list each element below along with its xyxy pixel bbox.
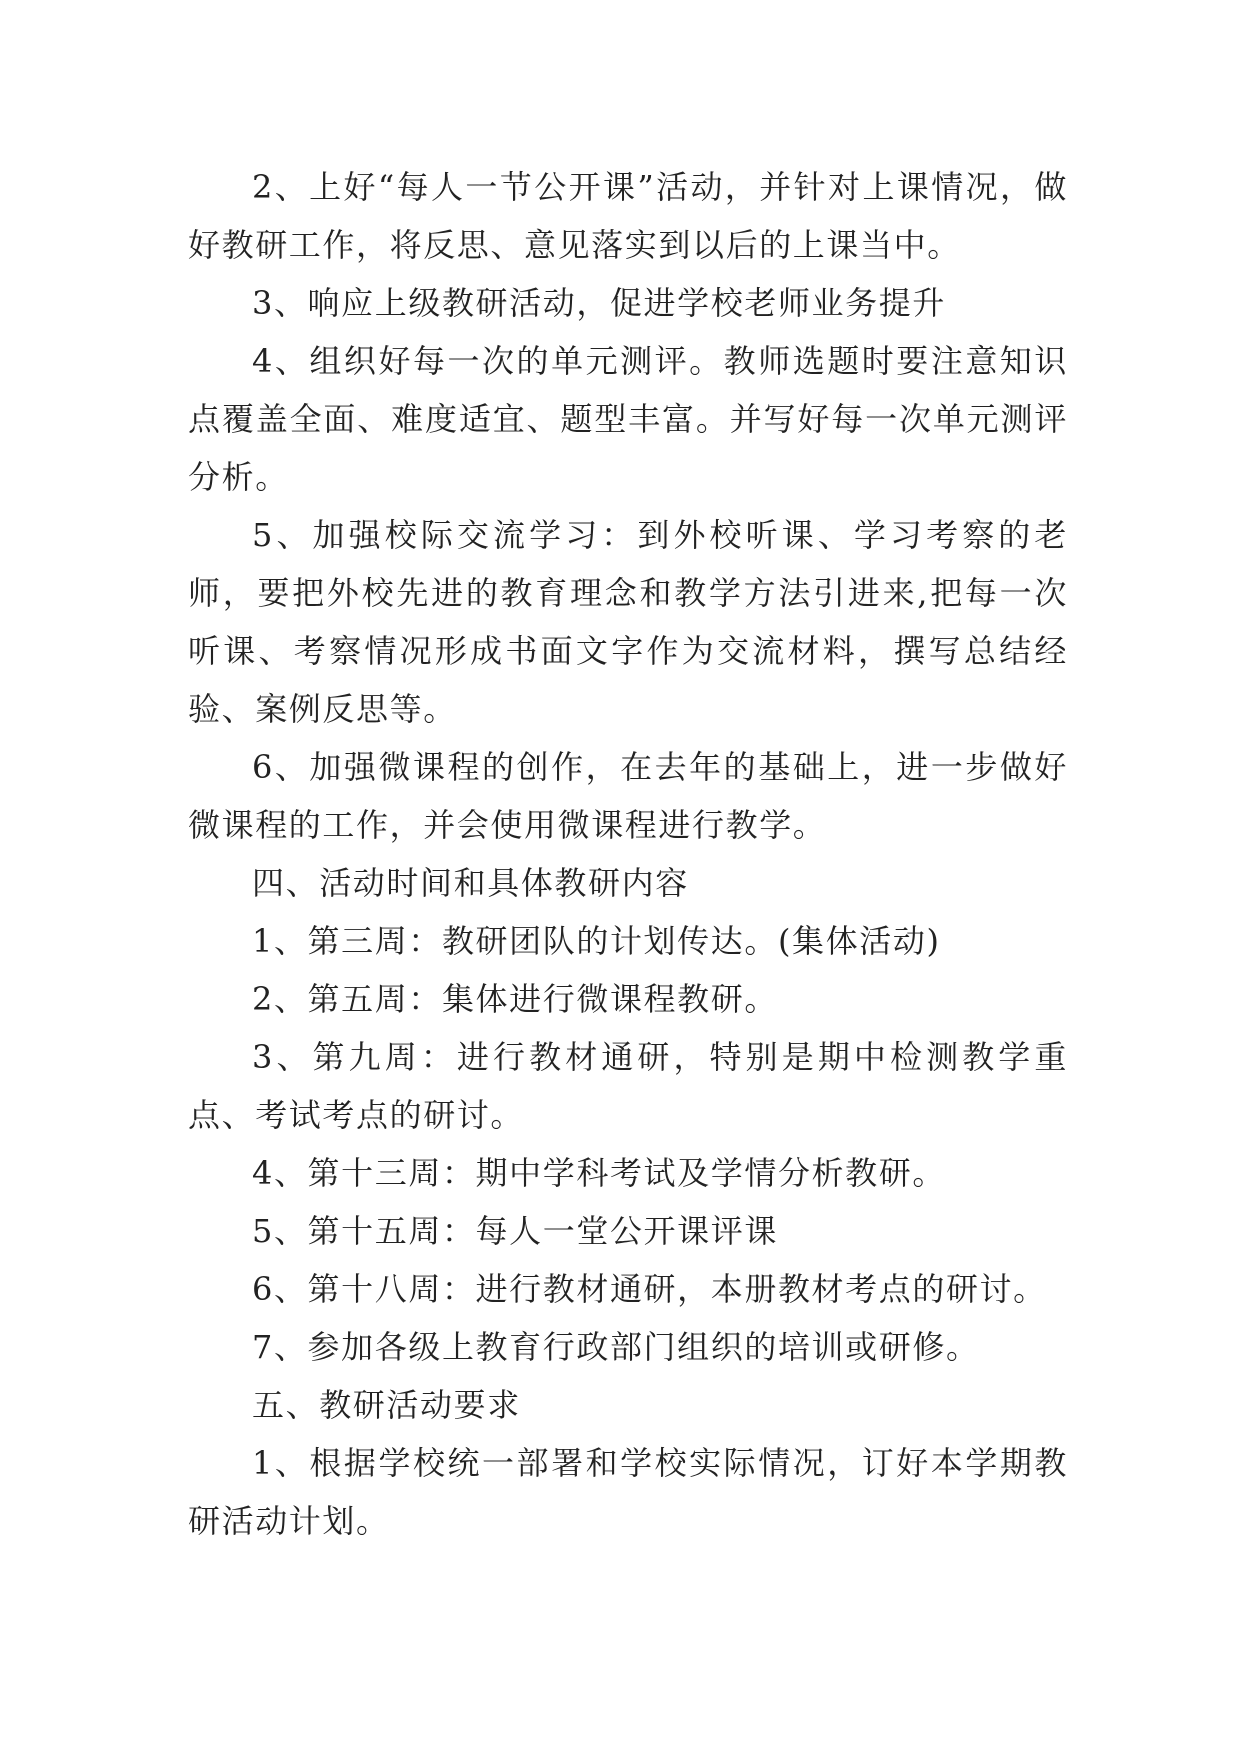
- paragraph-item-2-open-class: 2、上好“每人一节公开课”活动，并针对上课情况，做好教研工作，将反思、意见落实到以后的上课当中。: [188, 168, 1068, 264]
- paragraph-item-6-micro-courses: 6、加强微课程的创作，在去年的基础上，进一步做好微课程的工作，并会使用微课程进行教学。: [188, 748, 1068, 844]
- schedule-item-training: 7、参加各级上教育行政部门组织的培训或研修。: [252, 1328, 980, 1366]
- paragraph-item-3-respond-activities: 3、响应上级教研活动，促进学校老师业务提升: [252, 284, 946, 322]
- section-heading-activity-schedule: 四、活动时间和具体教研内容: [252, 864, 689, 902]
- schedule-item-week-18: 6、第十八周：进行教材通研，本册教材考点的研讨。: [252, 1270, 1047, 1308]
- paragraph-item-4-unit-assessment: 4、组织好每一次的单元测评。教师选题时要注意知识点覆盖全面、难度适宜、题型丰富。并写好每一次单元测评分析。: [188, 342, 1068, 496]
- document-body: [188, 158, 1068, 1550]
- schedule-item-week-9: 3、第九周：进行教材通研，特别是期中检测教学重点、考试考点的研讨。: [188, 1038, 1068, 1134]
- schedule-item-week-13: 4、第十三周：期中学科考试及学情分析教研。: [252, 1154, 946, 1192]
- schedule-item-week-15: 5、第十五周：每人一堂公开课评课: [252, 1212, 778, 1250]
- paragraph-item-5-inter-school-exchange: 5、加强校际交流学习：到外校听课、学习考察的老师，要把外校先进的教育理念和教学方法引进来,把每一次听课、考察情况形成书面文字作为交流材料，撰写总结经验、案例反思等。: [188, 516, 1068, 728]
- section-heading-requirements: 五、教研活动要求: [252, 1386, 521, 1424]
- schedule-item-week-5: 2、第五周：集体进行微课程教研。: [252, 980, 778, 1018]
- requirement-item-1: 1、根据学校统一部署和学校实际情况，订好本学期教研活动计划。: [188, 1444, 1068, 1540]
- schedule-item-week-3: 1、第三周：教研团队的计划传达。(集体活动): [252, 922, 941, 960]
